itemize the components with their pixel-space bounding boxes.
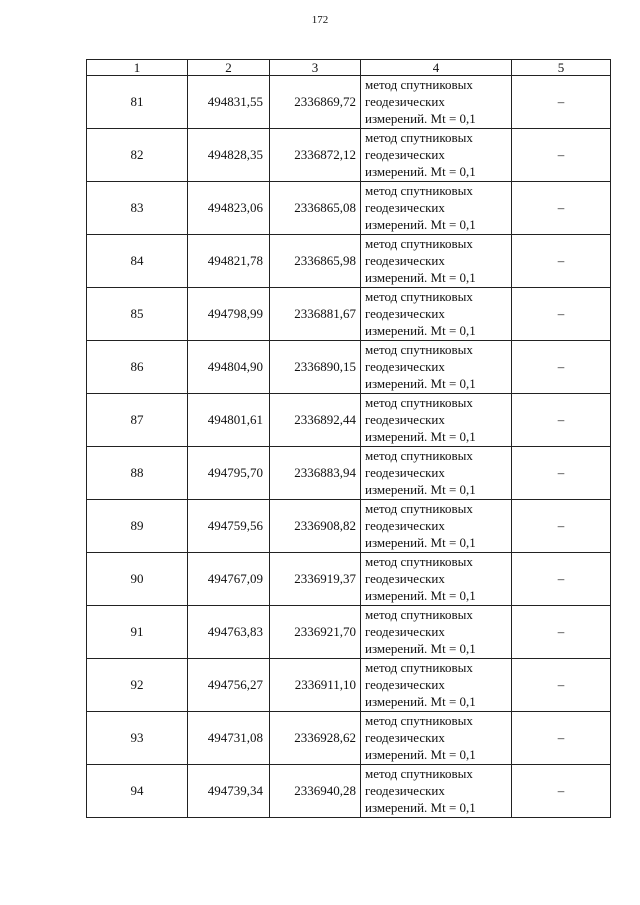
table-row <box>87 394 611 447</box>
y-coordinate-cell: 2336865,98 <box>270 235 361 288</box>
method-line: геодезических <box>365 730 445 745</box>
method-line: измерений. Mt = 0,1 <box>365 270 476 285</box>
method-line: измерений. Mt = 0,1 <box>365 429 476 444</box>
table-row <box>87 129 611 182</box>
table-row <box>87 235 611 288</box>
x-coordinate-cell: 494759,56 <box>188 500 270 553</box>
method-line: геодезических <box>365 677 445 692</box>
method-cell <box>361 182 512 235</box>
note-cell: – <box>512 712 611 765</box>
method-cell <box>361 606 512 659</box>
note-cell: – <box>512 76 611 129</box>
point-number-cell: 91 <box>87 606 188 659</box>
method-line: измерений. Mt = 0,1 <box>365 694 476 709</box>
method-line: метод спутниковых <box>365 289 473 304</box>
method-line: геодезических <box>365 253 445 268</box>
y-coordinate-cell: 2336919,37 <box>270 553 361 606</box>
table-row <box>87 500 611 553</box>
method-line: измерений. Mt = 0,1 <box>365 164 476 179</box>
x-coordinate-cell: 494731,08 <box>188 712 270 765</box>
table-row <box>87 659 611 712</box>
note-cell: – <box>512 394 611 447</box>
note-cell: – <box>512 235 611 288</box>
point-number-cell: 92 <box>87 659 188 712</box>
method-line: метод спутниковых <box>365 766 473 781</box>
method-line: геодезических <box>365 465 445 480</box>
method-cell <box>361 712 512 765</box>
note-cell: – <box>512 182 611 235</box>
method-line: измерений. Mt = 0,1 <box>365 482 476 497</box>
point-number-cell: 85 <box>87 288 188 341</box>
header-cell-1: 1 <box>87 60 188 76</box>
method-line: измерений. Mt = 0,1 <box>365 800 476 815</box>
method-line: геодезических <box>365 624 445 639</box>
y-coordinate-cell: 2336921,70 <box>270 606 361 659</box>
x-coordinate-cell: 494828,35 <box>188 129 270 182</box>
table-row <box>87 606 611 659</box>
note-cell: – <box>512 288 611 341</box>
method-cell <box>361 394 512 447</box>
method-line: метод спутниковых <box>365 342 473 357</box>
y-coordinate-cell: 2336883,94 <box>270 447 361 500</box>
x-coordinate-cell: 494823,06 <box>188 182 270 235</box>
method-line: геодезических <box>365 783 445 798</box>
method-line: метод спутниковых <box>365 77 473 92</box>
method-line: метод спутниковых <box>365 554 473 569</box>
y-coordinate-cell: 2336908,82 <box>270 500 361 553</box>
method-cell <box>361 341 512 394</box>
x-coordinate-cell: 494739,34 <box>188 765 270 818</box>
point-number-cell: 93 <box>87 712 188 765</box>
method-line: метод спутниковых <box>365 236 473 251</box>
method-line: метод спутниковых <box>365 607 473 622</box>
method-cell <box>361 447 512 500</box>
table-row <box>87 76 611 129</box>
y-coordinate-cell: 2336881,67 <box>270 288 361 341</box>
y-coordinate-cell: 2336872,12 <box>270 129 361 182</box>
note-cell: – <box>512 765 611 818</box>
method-cell <box>361 553 512 606</box>
y-coordinate-cell: 2336865,08 <box>270 182 361 235</box>
x-coordinate-cell: 494821,78 <box>188 235 270 288</box>
point-number-cell: 90 <box>87 553 188 606</box>
header-cell-4: 4 <box>361 60 512 76</box>
method-line: измерений. Mt = 0,1 <box>365 217 476 232</box>
method-cell <box>361 500 512 553</box>
point-number-cell: 94 <box>87 765 188 818</box>
table-row <box>87 447 611 500</box>
method-line: геодезических <box>365 359 445 374</box>
point-number-cell: 89 <box>87 500 188 553</box>
method-line: метод спутниковых <box>365 395 473 410</box>
y-coordinate-cell: 2336892,44 <box>270 394 361 447</box>
y-coordinate-cell: 2336869,72 <box>270 76 361 129</box>
point-number-cell: 84 <box>87 235 188 288</box>
method-cell <box>361 659 512 712</box>
x-coordinate-cell: 494831,55 <box>188 76 270 129</box>
method-line: метод спутниковых <box>365 660 473 675</box>
method-line: измерений. Mt = 0,1 <box>365 323 476 338</box>
x-coordinate-cell: 494798,99 <box>188 288 270 341</box>
method-line: метод спутниковых <box>365 130 473 145</box>
x-coordinate-cell: 494801,61 <box>188 394 270 447</box>
note-cell: – <box>512 129 611 182</box>
method-cell <box>361 76 512 129</box>
y-coordinate-cell: 2336911,10 <box>270 659 361 712</box>
method-line: измерений. Mt = 0,1 <box>365 641 476 656</box>
table-row <box>87 553 611 606</box>
y-coordinate-cell: 2336940,28 <box>270 765 361 818</box>
point-number-cell: 81 <box>87 76 188 129</box>
coordinates-table <box>86 59 611 818</box>
method-line: измерений. Mt = 0,1 <box>365 747 476 762</box>
table-row <box>87 182 611 235</box>
point-number-cell: 88 <box>87 447 188 500</box>
table-row <box>87 288 611 341</box>
method-line: метод спутниковых <box>365 183 473 198</box>
method-cell <box>361 129 512 182</box>
page-number: 172 <box>311 14 329 26</box>
method-line: геодезических <box>365 306 445 321</box>
header-cell-5: 5 <box>512 60 611 76</box>
method-cell <box>361 765 512 818</box>
method-cell <box>361 235 512 288</box>
table-row <box>87 712 611 765</box>
point-number-cell: 83 <box>87 182 188 235</box>
method-line: метод спутниковых <box>365 501 473 516</box>
table-row <box>87 341 611 394</box>
method-line: геодезических <box>365 147 445 162</box>
method-line: измерений. Mt = 0,1 <box>365 111 476 126</box>
x-coordinate-cell: 494763,83 <box>188 606 270 659</box>
note-cell: – <box>512 553 611 606</box>
x-coordinate-cell: 494767,09 <box>188 553 270 606</box>
note-cell: – <box>512 341 611 394</box>
method-cell <box>361 288 512 341</box>
point-number-cell: 86 <box>87 341 188 394</box>
method-line: измерений. Mt = 0,1 <box>365 376 476 391</box>
table-header-row <box>87 60 611 76</box>
header-cell-3: 3 <box>270 60 361 76</box>
y-coordinate-cell: 2336890,15 <box>270 341 361 394</box>
method-line: измерений. Mt = 0,1 <box>365 588 476 603</box>
method-line: геодезических <box>365 518 445 533</box>
x-coordinate-cell: 494804,90 <box>188 341 270 394</box>
table-row <box>87 765 611 818</box>
point-number-cell: 82 <box>87 129 188 182</box>
note-cell: – <box>512 659 611 712</box>
method-line: геодезических <box>365 94 445 109</box>
method-line: геодезических <box>365 571 445 586</box>
header-cell-2: 2 <box>188 60 270 76</box>
method-line: метод спутниковых <box>365 713 473 728</box>
note-cell: – <box>512 447 611 500</box>
y-coordinate-cell: 2336928,62 <box>270 712 361 765</box>
x-coordinate-cell: 494795,70 <box>188 447 270 500</box>
method-line: метод спутниковых <box>365 448 473 463</box>
point-number-cell: 87 <box>87 394 188 447</box>
method-line: геодезических <box>365 412 445 427</box>
table-body <box>87 76 611 818</box>
note-cell: – <box>512 500 611 553</box>
note-cell: – <box>512 606 611 659</box>
x-coordinate-cell: 494756,27 <box>188 659 270 712</box>
method-line: геодезических <box>365 200 445 215</box>
method-line: измерений. Mt = 0,1 <box>365 535 476 550</box>
